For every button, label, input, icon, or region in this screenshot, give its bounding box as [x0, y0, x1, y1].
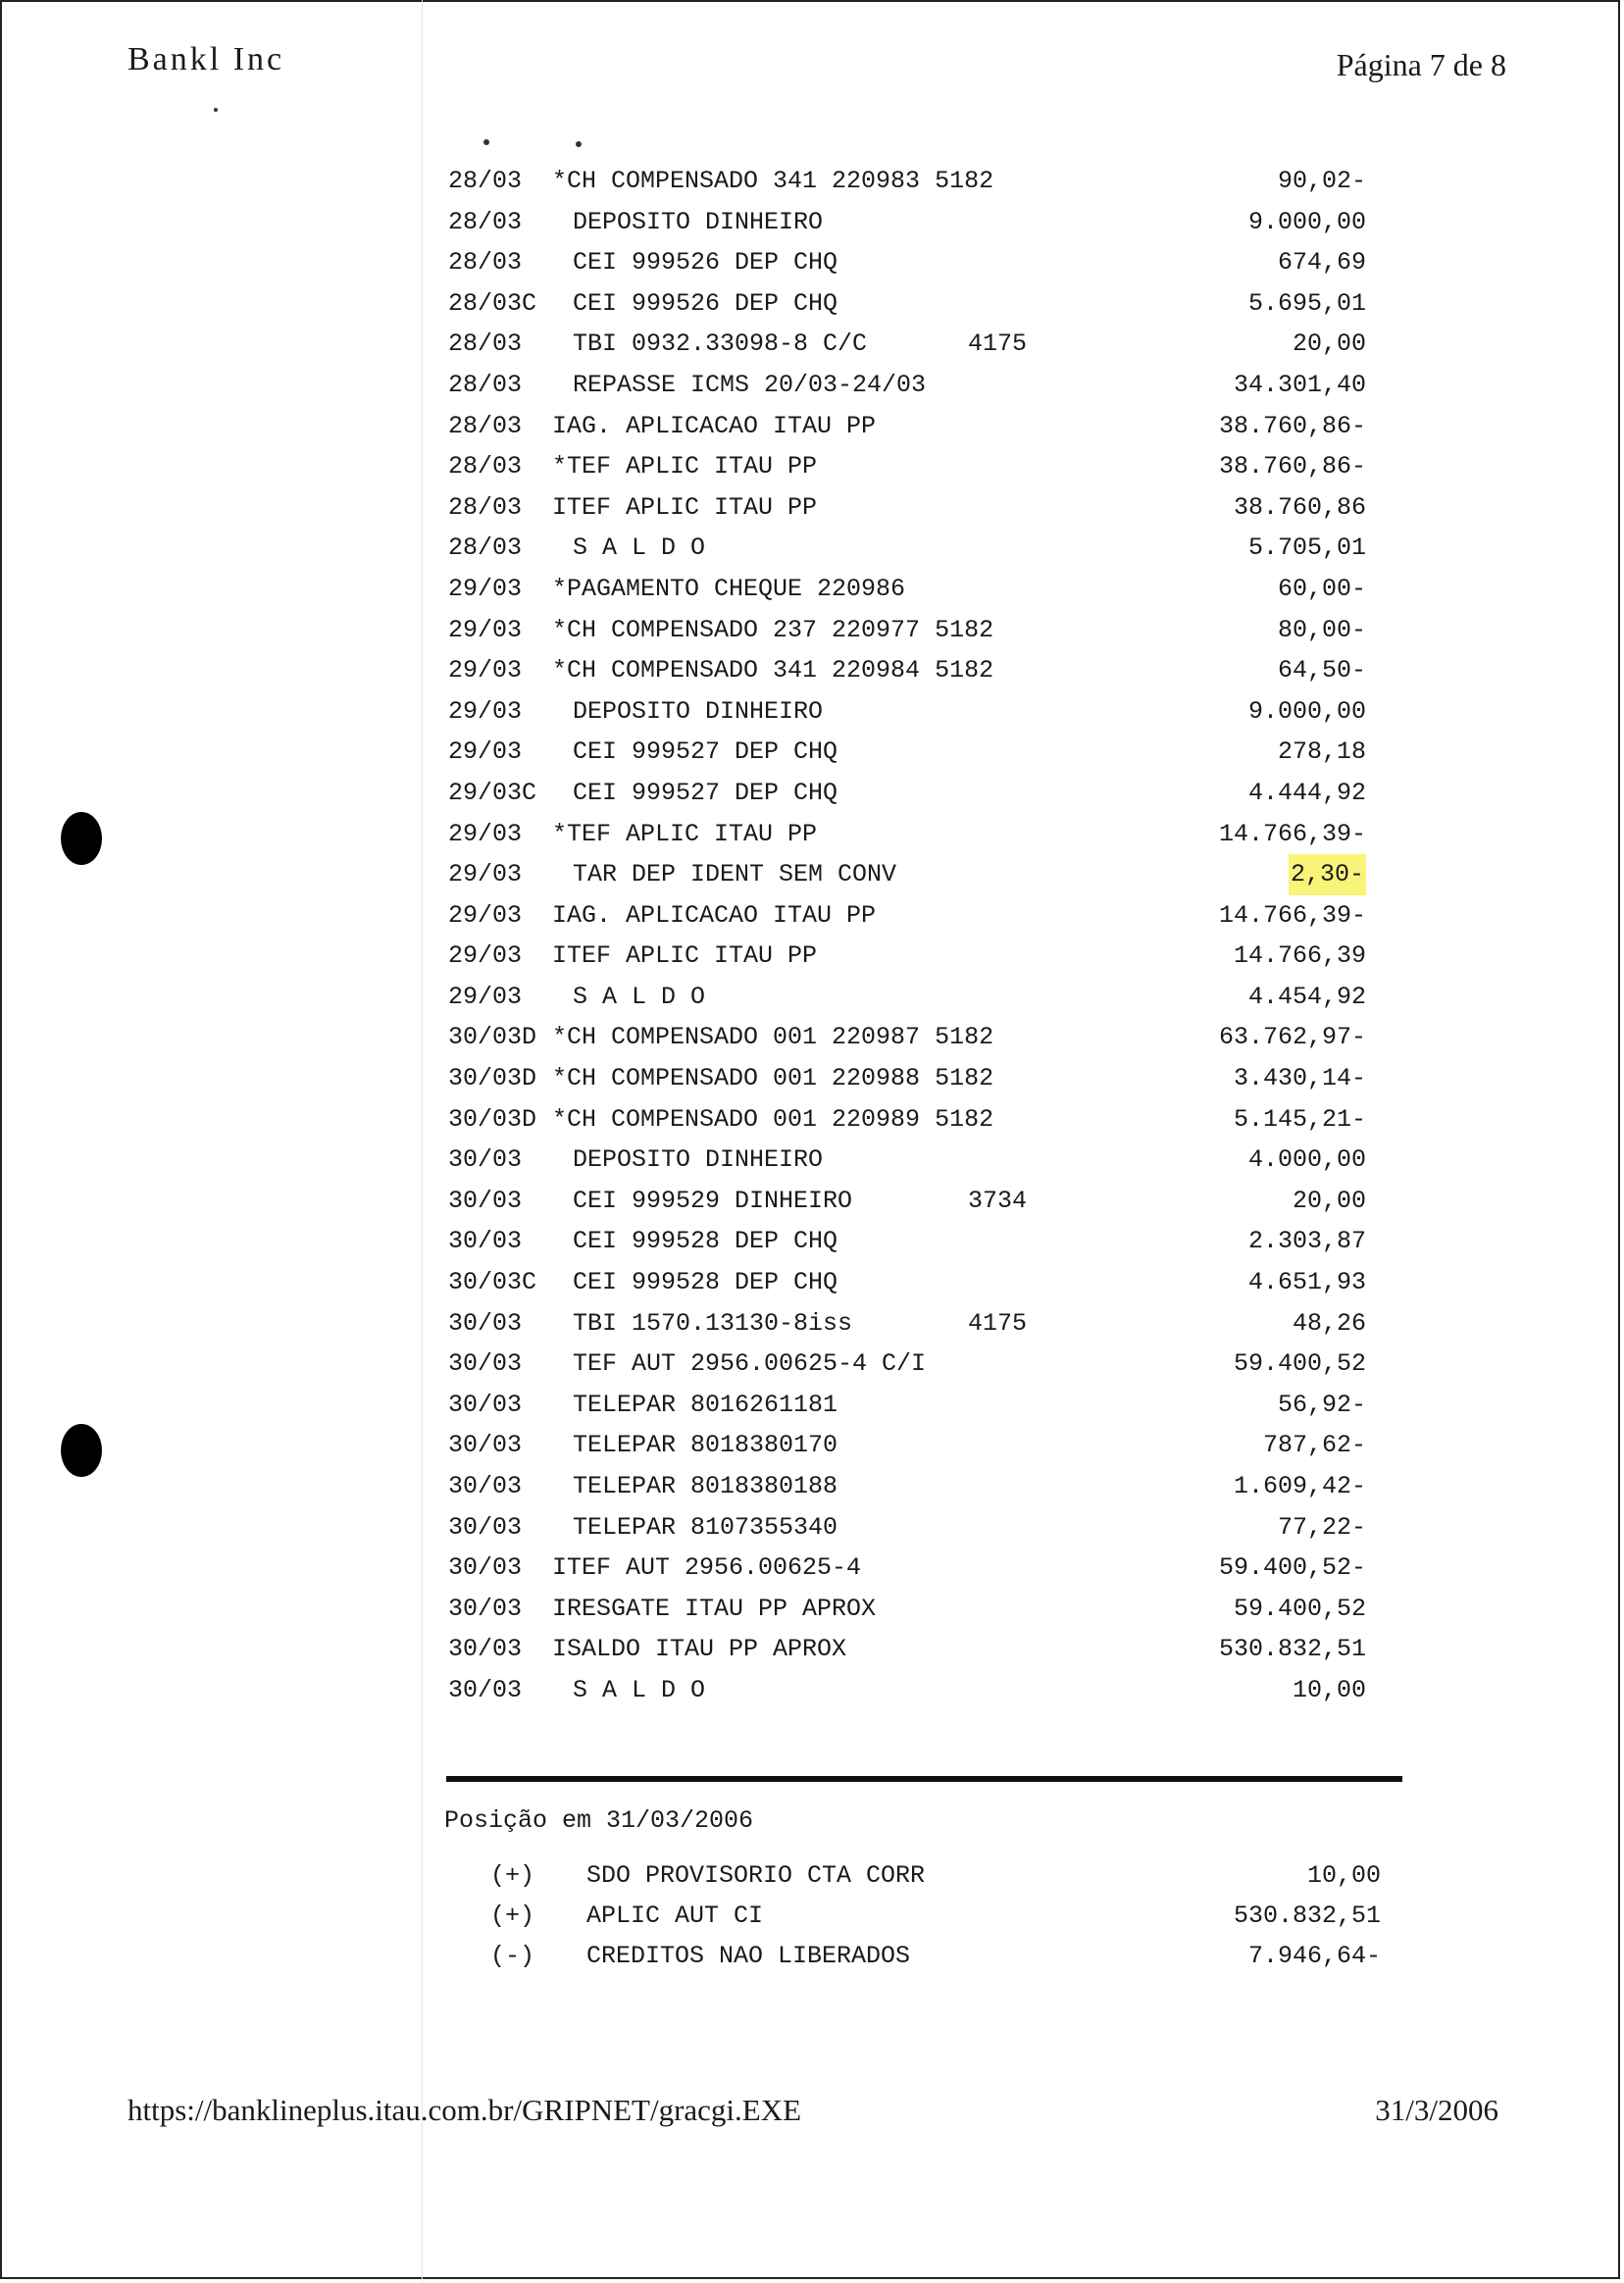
row-date: 30/03 [448, 1675, 523, 1704]
row-date: 28/03 [448, 167, 523, 195]
row-date: 28/03 [448, 207, 523, 236]
row-date: 30/03 [448, 1349, 523, 1379]
table-row [448, 161, 1390, 202]
row-date: 28/03C [448, 288, 537, 318]
summary-sign: (-) [490, 1942, 535, 1970]
row-date: 29/03 [448, 656, 523, 685]
row-amount: 9.000,00 [1247, 207, 1366, 236]
row-amount: 20,00 [1292, 330, 1366, 359]
table-row [448, 977, 1390, 1018]
row-description: S A L D O [558, 533, 706, 563]
footer-date: 31/3/2006 [1375, 2093, 1498, 2127]
row-amount: 4.454,92 [1247, 982, 1366, 1011]
row-amount: 5.705,01 [1247, 533, 1366, 563]
summary-sign: (+) [490, 1861, 535, 1890]
row-description: *PAGAMENTO CHEQUE 220986 [552, 574, 906, 603]
row-date: 30/03 [448, 1431, 523, 1460]
row-description: CEI 999527 DEP CHQ [558, 778, 838, 807]
row-amount: 38.760,86- [1218, 411, 1366, 440]
summary-line [490, 1896, 1381, 1936]
table-row [448, 446, 1390, 487]
table-row [448, 202, 1390, 243]
row-description: DEPOSITO DINHEIRO [558, 696, 824, 726]
row-description: *CH COMPENSADO 001 220987 5182 [552, 1023, 994, 1052]
row-description: *TEF APLIC ITAU PP [552, 819, 818, 848]
table-row [448, 1466, 1390, 1507]
summary-label: APLIC AUT CI [586, 1902, 764, 1930]
row-date: 29/03 [448, 737, 523, 767]
row-description: *CH COMPENSADO 341 220984 5182 [552, 656, 994, 685]
table-row [448, 610, 1390, 651]
row-amount: 77,22- [1277, 1512, 1366, 1542]
table-row [448, 283, 1390, 325]
row-amount: 530.832,51 [1218, 1635, 1366, 1664]
summary-label: SDO PROVISORIO CTA CORR [586, 1861, 926, 1890]
row-description: TELEPAR 8107355340 [558, 1512, 838, 1542]
row-description: S A L D O [558, 982, 706, 1011]
row-description: *CH COMPENSADO 341 220983 5182 [552, 167, 994, 195]
row-date: 28/03 [448, 492, 523, 522]
footer-url: https://banklineplus.itau.com.br/GRIPNET/gracgi.EXE [127, 2093, 802, 2127]
row-amount: 59.400,52- [1218, 1553, 1366, 1583]
row-amount: 14.766,39- [1218, 900, 1366, 930]
table-row [448, 1547, 1390, 1589]
row-date: 30/03D [448, 1104, 537, 1134]
row-date: 28/03 [448, 370, 523, 399]
row-description: IRESGATE ITAU PP APROX [552, 1594, 877, 1623]
statement-table [448, 161, 1390, 1711]
scan-speck [483, 139, 489, 145]
table-row [448, 732, 1390, 773]
section-divider [446, 1776, 1402, 1782]
row-date: 30/03 [448, 1553, 523, 1583]
row-description: TAR DEP IDENT SEM CONV [558, 860, 897, 889]
row-date: 29/03 [448, 615, 523, 644]
row-description: *CH COMPENSADO 001 220988 5182 [552, 1064, 994, 1093]
table-row [448, 895, 1390, 937]
row-amount: 48,26 [1292, 1308, 1366, 1338]
table-row [448, 1140, 1390, 1181]
row-description: ISALDO ITAU PP APROX [552, 1635, 847, 1664]
table-row [448, 487, 1390, 529]
row-date: 29/03 [448, 819, 523, 848]
row-description: IAG. APLICACAO ITAU PP [552, 411, 877, 440]
row-date: 30/03 [448, 1472, 523, 1500]
punch-hole-bottom [61, 1424, 102, 1477]
table-row [448, 528, 1390, 569]
row-code: 4175 [968, 1308, 1028, 1338]
row-amount: 278,18 [1277, 737, 1366, 767]
row-description: TEF AUT 2956.00625-4 C/I [558, 1349, 927, 1379]
scan-speck [576, 141, 582, 147]
table-row [448, 324, 1390, 365]
table-row [448, 1385, 1390, 1426]
row-amount: 64,50- [1277, 656, 1366, 685]
row-date: 30/03 [448, 1227, 523, 1256]
row-amount: 2.303,87 [1247, 1227, 1366, 1256]
row-amount: 59.400,52 [1233, 1594, 1366, 1623]
row-date: 29/03 [448, 696, 523, 726]
row-date: 30/03 [448, 1186, 523, 1215]
table-row [448, 814, 1390, 855]
row-date: 30/03 [448, 1390, 523, 1419]
row-description: S A L D O [558, 1675, 706, 1704]
row-amount: 10,00 [1292, 1675, 1366, 1704]
row-code: 4175 [968, 330, 1028, 359]
row-amount: 14.766,39- [1218, 819, 1366, 848]
row-description: CEI 999528 DEP CHQ [558, 1227, 838, 1256]
row-date: 29/03 [448, 982, 523, 1011]
table-row [448, 1670, 1390, 1711]
row-description: CEI 999527 DEP CHQ [558, 737, 838, 767]
row-date: 30/03 [448, 1512, 523, 1542]
row-amount: 5.145,21- [1233, 1104, 1366, 1134]
row-amount: 59.400,52 [1233, 1349, 1366, 1379]
table-row [448, 1181, 1390, 1222]
position-title: Posição em 31/03/2006 [444, 1806, 754, 1835]
table-row [448, 1425, 1390, 1466]
row-date: 29/03 [448, 941, 523, 971]
summary-line [490, 1936, 1381, 1976]
row-description: TBI 0932.33098-8 C/C [558, 330, 868, 359]
row-date: 29/03C [448, 778, 537, 807]
row-amount: 56,92- [1277, 1390, 1366, 1419]
row-description: CEI 999526 DEP CHQ [558, 288, 838, 318]
row-amount: 674,69 [1277, 248, 1366, 278]
row-description: CEI 999529 DINHEIRO [558, 1186, 853, 1215]
summary-value: 10,00 [1306, 1861, 1381, 1890]
row-amount: 38.760,86 [1233, 492, 1366, 522]
summary-line [490, 1855, 1381, 1896]
table-row [448, 773, 1390, 814]
row-amount: 3.430,14- [1233, 1064, 1366, 1093]
row-amount: 1.609,42- [1233, 1472, 1366, 1500]
row-description: TELEPAR 8016261181 [558, 1390, 838, 1419]
row-amount: 63.762,97- [1218, 1023, 1366, 1052]
scan-line [422, 0, 423, 2283]
table-row [448, 936, 1390, 977]
table-row [448, 1058, 1390, 1099]
row-description: REPASSE ICMS 20/03-24/03 [558, 370, 927, 399]
row-amount: 787,62- [1262, 1431, 1366, 1460]
row-date: 29/03 [448, 900, 523, 930]
row-date: 30/03D [448, 1023, 537, 1052]
row-description: IAG. APLICACAO ITAU PP [552, 900, 877, 930]
row-description: CEI 999528 DEP CHQ [558, 1268, 838, 1297]
page-number: Página 7 de 8 [1336, 47, 1506, 82]
table-row [448, 406, 1390, 447]
row-code: 3734 [968, 1186, 1028, 1215]
row-date: 28/03 [448, 533, 523, 563]
row-amount: 38.760,86- [1218, 452, 1366, 482]
row-description: DEPOSITO DINHEIRO [558, 207, 824, 236]
summary-sign: (+) [490, 1902, 535, 1930]
row-description: ITEF APLIC ITAU PP [552, 941, 818, 971]
row-date: 28/03 [448, 248, 523, 278]
row-description: TBI 1570.13130-8iss [558, 1308, 853, 1338]
table-row [448, 1629, 1390, 1670]
row-date: 29/03 [448, 574, 523, 603]
row-date: 30/03 [448, 1635, 523, 1664]
punch-hole-top [61, 812, 102, 865]
row-description: TELEPAR 8018380188 [558, 1472, 838, 1500]
page-header-title: Bankl Inc [127, 41, 285, 77]
table-row [448, 1589, 1390, 1630]
row-amount: 80,00- [1277, 615, 1366, 644]
row-description: TELEPAR 8018380170 [558, 1431, 838, 1460]
row-date: 28/03 [448, 330, 523, 359]
row-description: ITEF APLIC ITAU PP [552, 492, 818, 522]
table-row [448, 1099, 1390, 1141]
row-date: 30/03C [448, 1268, 537, 1297]
row-amount: 5.695,01 [1247, 288, 1366, 318]
table-row [448, 1221, 1390, 1262]
table-row [448, 854, 1390, 895]
table-row [448, 1344, 1390, 1385]
table-row [448, 691, 1390, 733]
row-amount: 9.000,00 [1247, 696, 1366, 726]
table-row [448, 1262, 1390, 1303]
table-row [448, 365, 1390, 406]
row-amount: 20,00 [1292, 1186, 1366, 1215]
scan-speck [214, 108, 218, 112]
row-amount: 4.651,93 [1247, 1268, 1366, 1297]
row-amount: 4.000,00 [1247, 1145, 1366, 1175]
row-amount: 14.766,39 [1233, 941, 1366, 971]
row-date: 30/03D [448, 1064, 537, 1093]
row-date: 30/03 [448, 1308, 523, 1338]
table-row [448, 1507, 1390, 1548]
table-row [448, 1303, 1390, 1344]
row-amount: 90,02- [1277, 167, 1366, 195]
summary-label: CREDITOS NAO LIBERADOS [586, 1942, 911, 1970]
table-row [448, 650, 1390, 691]
row-date: 29/03 [448, 860, 523, 889]
summary-value: 530.832,51 [1233, 1902, 1381, 1930]
table-row [448, 1017, 1390, 1058]
row-amount: 34.301,40 [1233, 370, 1366, 399]
row-amount: 4.444,92 [1247, 778, 1366, 807]
row-description: CEI 999526 DEP CHQ [558, 248, 838, 278]
row-amount-highlighted: 2,30- [1289, 854, 1366, 895]
row-description: ITEF AUT 2956.00625-4 [552, 1553, 862, 1583]
table-row [448, 569, 1390, 610]
row-date: 30/03 [448, 1594, 523, 1623]
row-amount: 60,00- [1277, 574, 1366, 603]
row-description: *CH COMPENSADO 001 220989 5182 [552, 1104, 994, 1134]
table-row [448, 242, 1390, 283]
row-description: *TEF APLIC ITAU PP [552, 452, 818, 482]
row-date: 28/03 [448, 452, 523, 482]
row-description: DEPOSITO DINHEIRO [558, 1145, 824, 1175]
summary-value: 7.946,64- [1247, 1942, 1381, 1970]
row-date: 30/03 [448, 1145, 523, 1175]
row-date: 28/03 [448, 411, 523, 440]
row-description: *CH COMPENSADO 237 220977 5182 [552, 615, 994, 644]
